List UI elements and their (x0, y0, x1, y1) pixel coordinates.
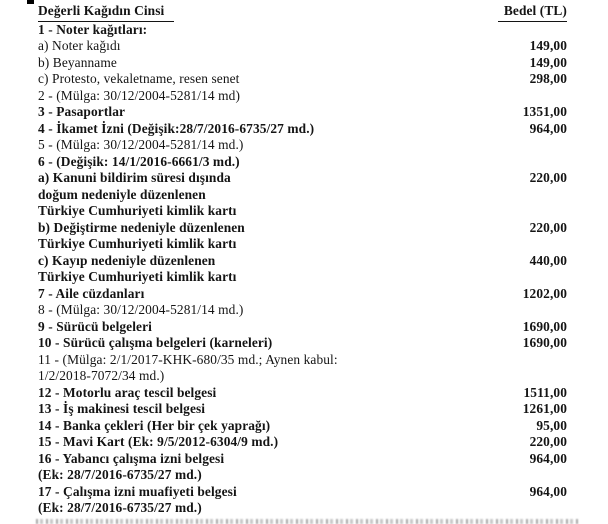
row-label: a) Kanuni bildirim süresi dışında (38, 170, 231, 185)
row-value: 95,00 (536, 417, 567, 433)
row-label: (Ek: 28/7/2016-6735/27 md.) (38, 500, 202, 515)
row-label: 15 - Mavi Kart (Ek: 9/5/2012-6304/9 md.) (38, 434, 279, 449)
table-row (38, 286, 567, 303)
row-label: 5 - (Mülga: 30/12/2004-5281/14 md.) (38, 137, 244, 152)
table-row (38, 121, 567, 138)
row-value: 220,00 (529, 434, 567, 449)
row-label: b) Değiştirme nedeniyle düzenlenen (38, 219, 245, 235)
row-label: 13 - İş makinesi tescil belgesi (38, 401, 206, 416)
row-label: 4 - İkamet İzni (Değişik:28/7/2016-6735/27 md.) (38, 120, 315, 136)
row-label: 11 - (Mülga: 2/1/2017-KHK-680/35 md.; Aynen kabul: (38, 351, 338, 367)
column-header-price: Bedel (TL) (498, 3, 567, 22)
row-label: 1 - Noter kağıtları: (38, 21, 148, 37)
table-row (38, 467, 567, 484)
column-header-paper-type: Değerli Kağıdın Cinsi (38, 3, 174, 22)
table-row (38, 104, 567, 121)
table-row (38, 418, 567, 435)
row-label: Türkiye Cumhuriyeti kimlik kartı (38, 236, 237, 251)
table-row (38, 187, 567, 204)
table-row (38, 236, 567, 253)
table-row (38, 451, 567, 468)
row-value: 440,00 (529, 252, 567, 268)
table-row (38, 88, 567, 105)
row-label: 10 - Sürücü çalışma belgeleri (karneleri) (38, 335, 273, 350)
row-label: 6 - (Değişik: 14/1/2016-6661/3 md.) (38, 153, 240, 169)
row-value: 220,00 (529, 170, 567, 185)
row-label: c) Kayıp nedeniyle düzenlenen (38, 252, 216, 268)
row-label: 14 - Banka çekleri (Her bir çek yaprağı) (38, 417, 271, 433)
row-value: 1351,00 (522, 104, 567, 119)
row-label: doğum nedeniyle düzenlenen (38, 186, 206, 202)
row-label: 8 - (Mülga: 30/12/2004-5281/14 md.) (38, 302, 244, 317)
table-row (38, 137, 567, 154)
row-label: 3 - Pasaportlar (38, 104, 126, 119)
row-label: 12 - Motorlu araç tescil belgesi (38, 384, 217, 400)
row-label: a) Noter kağıdı (38, 38, 121, 53)
row-label: Türkiye Cumhuriyeti kimlik kartı (38, 203, 237, 218)
table-row (38, 71, 567, 88)
table-row (38, 484, 567, 501)
table-header-row (38, 3, 567, 22)
table-row (38, 385, 567, 402)
row-value: 1690,00 (522, 335, 567, 350)
row-value: 964,00 (529, 120, 567, 136)
row-value: 149,00 (529, 54, 567, 70)
row-label: 1/2/2018-7072/34 md.) (38, 368, 165, 383)
table-row (38, 203, 567, 220)
row-value: 298,00 (529, 71, 567, 86)
row-value: 220,00 (529, 219, 567, 235)
table-row (38, 500, 567, 517)
row-value: 964,00 (529, 483, 567, 499)
row-value: 1202,00 (522, 285, 567, 301)
fee-table-document (0, 3, 608, 517)
row-value: 1261,00 (522, 401, 567, 416)
row-label: 7 - Aile cüzdanları (38, 285, 145, 301)
row-value: 964,00 (529, 450, 567, 466)
table-row (38, 335, 567, 352)
table-row (38, 401, 567, 418)
table-row (38, 269, 567, 286)
table-row (38, 434, 567, 451)
table-row (38, 170, 567, 187)
table-row (38, 220, 567, 237)
table-row (38, 319, 567, 336)
row-label: 9 - Sürücü belgeleri (38, 318, 152, 334)
table-row (38, 38, 567, 55)
row-label: c) Protesto, vekaletname, resen senet (38, 71, 240, 86)
row-value: 1690,00 (522, 318, 567, 334)
row-label: 17 - Çalışma izni muafiyeti belgesi (38, 483, 237, 499)
row-label: (Ek: 28/7/2016-6735/27 md.) (38, 467, 202, 482)
cutoff-text-artifact (36, 519, 580, 524)
table-row (38, 352, 567, 369)
row-value: 149,00 (529, 38, 567, 53)
table-row (38, 253, 567, 270)
table-row (38, 368, 567, 385)
table-body (38, 22, 567, 517)
row-label: 16 - Yabancı çalışma izni belgesi (38, 450, 225, 466)
table-row (38, 154, 567, 171)
table-row (38, 55, 567, 72)
row-label: Türkiye Cumhuriyeti kimlik kartı (38, 269, 237, 284)
row-label: 2 - (Mülga: 30/12/2004-5281/14 md) (38, 87, 241, 103)
table-row (38, 302, 567, 319)
row-value: 1511,00 (523, 384, 567, 400)
table-row (38, 22, 567, 39)
row-label: b) Beyanname (38, 54, 117, 70)
